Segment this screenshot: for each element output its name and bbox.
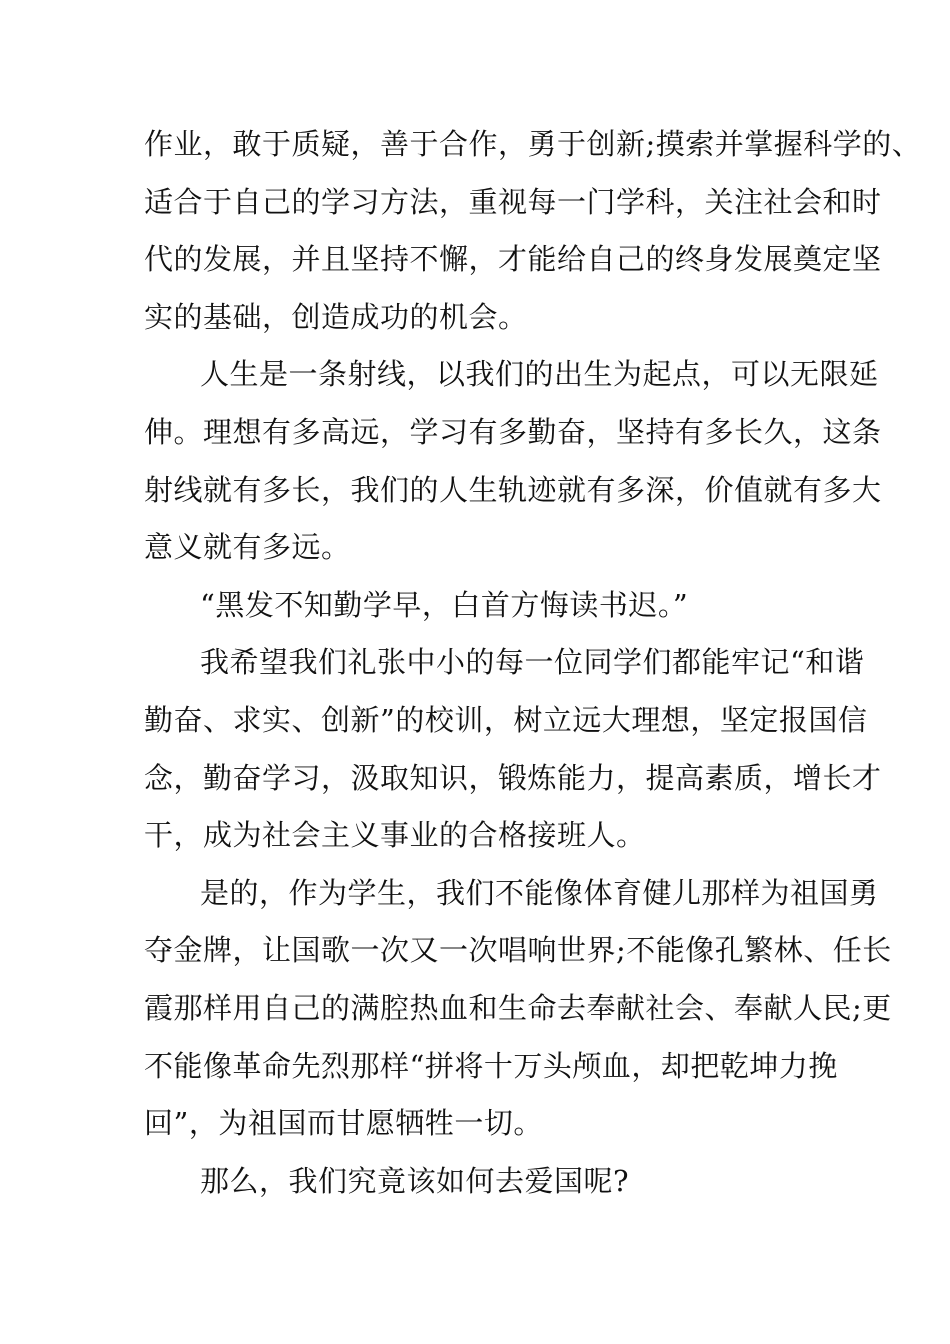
- text-line: 那么，我们究竟该如何去爱国呢?: [200, 1163, 630, 1198]
- document-body: [144, 116, 922, 1210]
- text-line: 人生是一条射线，以我们的出生为起点，可以无限延: [200, 357, 879, 392]
- text-line: 代的发展，并且坚持不懈，才能给自己的终身发展奠定坚: [144, 242, 882, 277]
- text-line: 念，勤奋学习，汲取知识，锻炼能力，提高素质，增长才: [144, 760, 882, 795]
- text-line: 回”，为祖国而甘愿牺牲一切。: [144, 1106, 543, 1141]
- text-line: 适合于自己的学习方法，重视每一门学科，关注社会和时: [144, 184, 882, 219]
- text-line: “黑发不知勤学早，白首方悔读书迟。”: [200, 587, 689, 622]
- text-line: 我希望我们礼张中小的每一位同学们都能牢记“和谐: [200, 645, 865, 680]
- text-line: 意义就有多远。: [144, 530, 351, 565]
- text-line: 夺金牌，让国歌一次又一次唱响世界;不能像孔繁林、任长: [144, 933, 892, 968]
- text-line: 作业，敢于质疑，善于合作，勇于创新;摸索并掌握科学的、: [144, 127, 922, 161]
- text-line: 实的基础，创造成功的机会。: [144, 299, 528, 334]
- text-line: 干，成为社会主义事业的合格接班人。: [144, 818, 646, 853]
- text-line: 是的，作为学生，我们不能像体育健儿那样为祖国勇: [200, 875, 879, 910]
- text-line: 伸。理想有多高远，学习有多勤奋，坚持有多长久，这条: [144, 414, 882, 449]
- text-line: 不能像革命先烈那样“拼将十万头颅血，却把乾坤力挽: [144, 1048, 838, 1083]
- text-line: 勤奋、求实、创新”的校训，树立远大理想，坚定报国信: [144, 702, 868, 737]
- text-line: 霞那样用自己的满腔热血和生命去奉献社会、奉献人民;更: [144, 990, 892, 1025]
- text-line: 射线就有多长，我们的人生轨迹就有多深，价值就有多大: [144, 472, 882, 507]
